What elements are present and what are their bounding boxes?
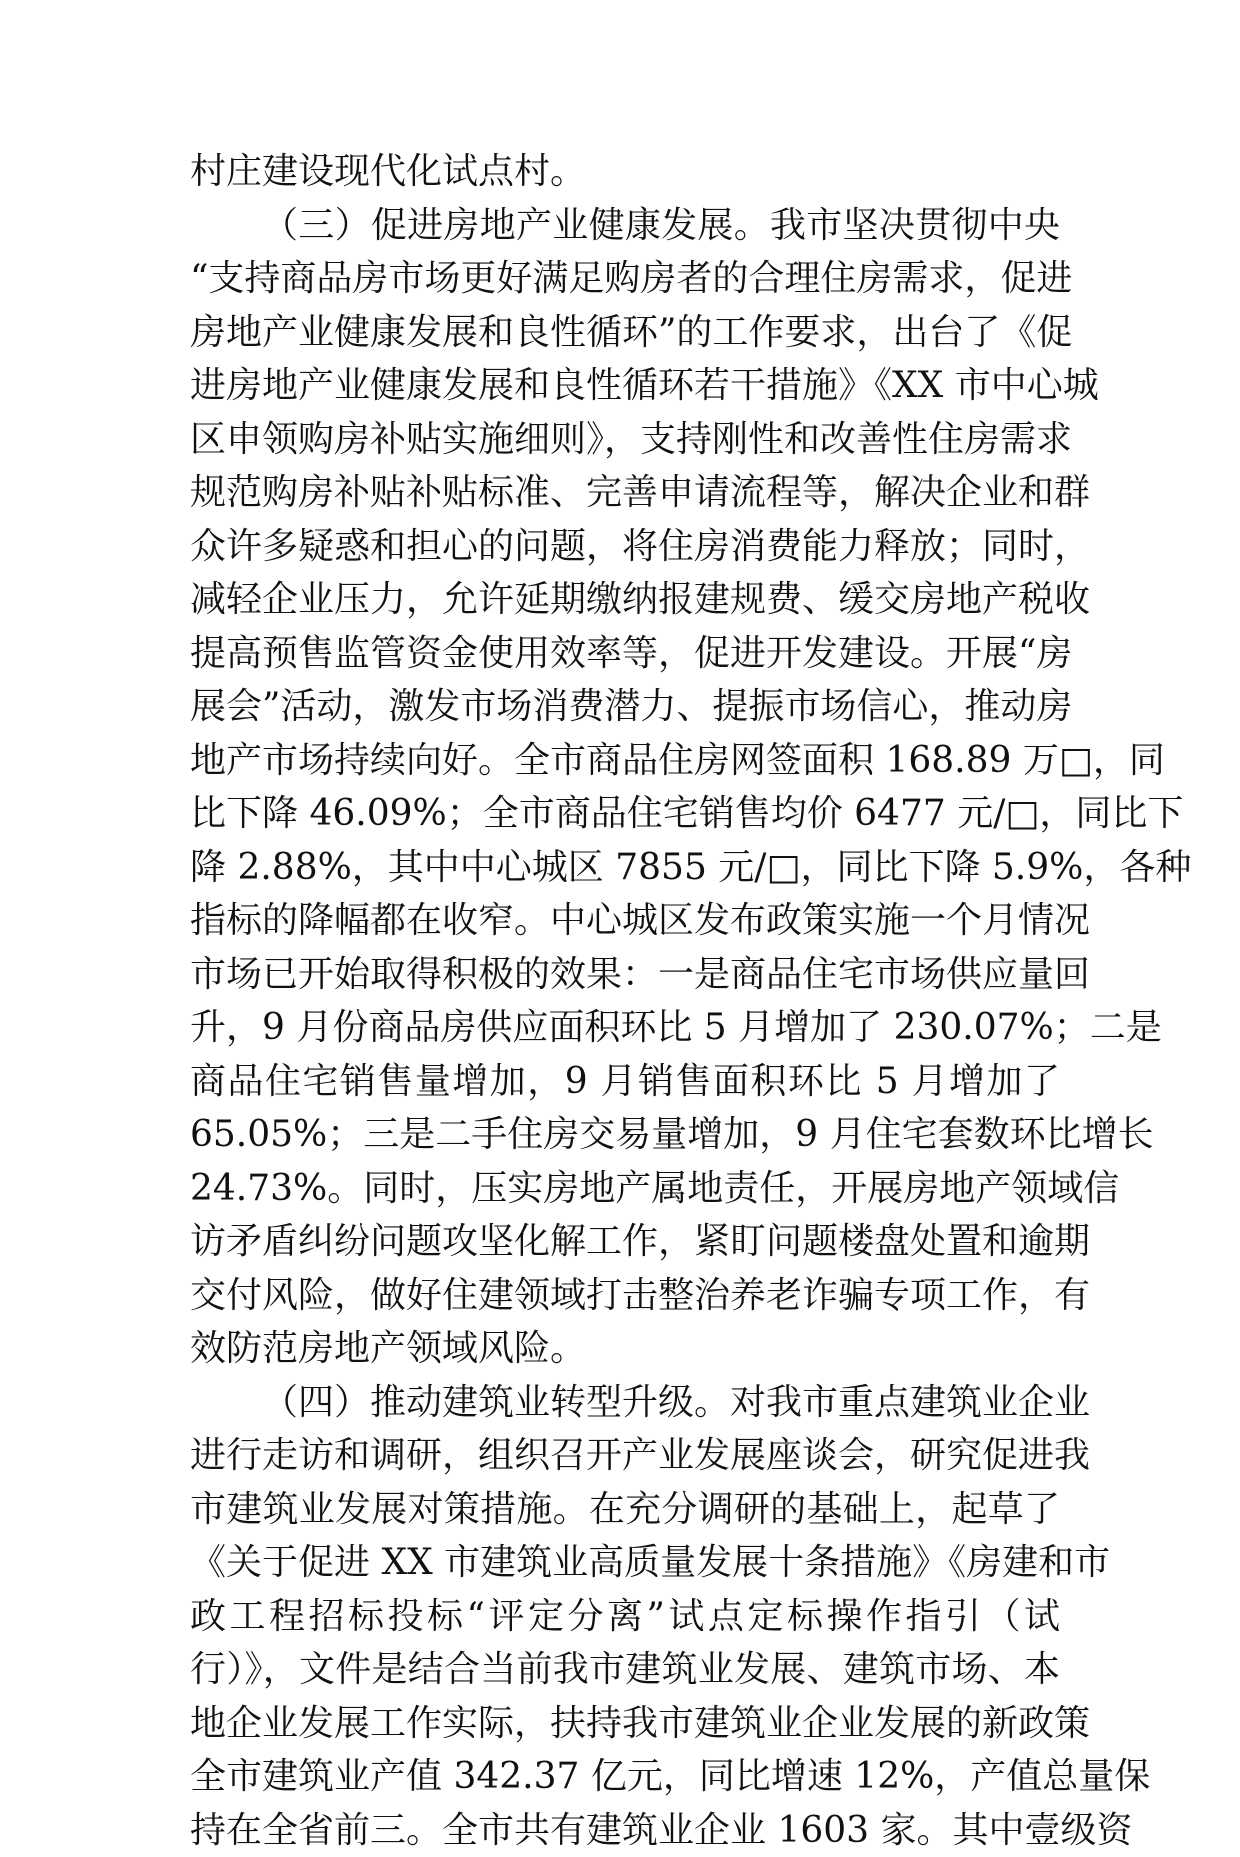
text-line: 效防范房地产领域风险。 — [190, 1322, 1060, 1376]
text-line: 市场已开始取得积极的效果：一是商品住宅市场供应量回 — [190, 948, 1060, 1002]
text-line: 进房地产业健康发展和良性循环若干措施》《XX 市中心城 — [190, 359, 1060, 413]
text-line: 访矛盾纠纷问题攻坚化解工作，紧盯问题楼盘处置和逾期 — [190, 1215, 1060, 1269]
text-line: 房地产业健康发展和良性循环”的工作要求，出台了《促 — [190, 306, 1060, 360]
text-line: 市建筑业发展对策措施。在充分调研的基础上，起草了 — [190, 1483, 1060, 1537]
text-line: 提高预售监管资金使用效率等，促进开发建设。开展“房 — [190, 627, 1060, 681]
text-line: 升，9 月份商品房供应面积环比 5 月增加了 230.07%；二是 — [190, 1001, 1060, 1055]
text-line: 65.05%；三是二手住房交易量增加，9 月住宅套数环比增长 — [190, 1108, 1060, 1162]
text-line: 指标的降幅都在收窄。中心城区发布政策实施一个月情况 — [190, 894, 1060, 948]
text-line: 交付风险，做好住建领域打击整治养老诈骗专项工作，有 — [190, 1269, 1060, 1323]
text-line: 比下降 46.09%；全市商品住宅销售均价 6477 元/□，同比下 — [190, 787, 1060, 841]
section-heading-line: （三）促进房地产业健康发展。我市坚决贯彻中央 — [190, 199, 1060, 253]
body-text — [190, 145, 1060, 1857]
text-line: 地企业发展工作实际，扶持我市建筑业企业发展的新政策 — [190, 1697, 1060, 1751]
text-line: “支持商品房市场更好满足购房者的合理住房需求，促进 — [190, 252, 1060, 306]
text-line: 全市建筑业产值 342.37 亿元，同比增速 12%，产值总量保 — [190, 1750, 1060, 1804]
text-line: 行）》，文件是结合当前我市建筑业发展、建筑市场、本 — [190, 1643, 1060, 1697]
text-line: 进行走访和调研，组织召开产业发展座谈会，研究促进我 — [190, 1429, 1060, 1483]
text-line: 展会”活动，激发市场消费潜力、提振市场信心，推动房 — [190, 680, 1060, 734]
section-heading-line: （四）推动建筑业转型升级。对我市重点建筑业企业 — [190, 1376, 1060, 1430]
text-line: 地产市场持续向好。全市商品住房网签面积 168.89 万□，同 — [190, 734, 1060, 788]
text-line: 《关于促进 XX 市建筑业高质量发展十条措施》《房建和市 — [190, 1536, 1060, 1590]
text-line: 众许多疑惑和担心的问题，将住房消费能力释放；同时， — [190, 520, 1060, 574]
text-line: 规范购房补贴补贴标准、完善申请流程等，解决企业和群 — [190, 466, 1060, 520]
text-line: 降 2.88%，其中中心城区 7855 元/□，同比下降 5.9%，各种 — [190, 841, 1060, 895]
text-line: 持在全省前三。全市共有建筑业企业 1603 家。其中壹级资 — [190, 1804, 1060, 1857]
text-line: 区申领购房补贴实施细则》，支持刚性和改善性住房需求 — [190, 413, 1060, 467]
text-line: 减轻企业压力，允许延期缴纳报建规费、缓交房地产税收 — [190, 573, 1060, 627]
text-line: 24.73%。同时，压实房地产属地责任，开展房地产领域信 — [190, 1162, 1060, 1216]
text-line: 商品住宅销售量增加，9 月销售面积环比 5 月增加了 — [190, 1055, 1060, 1109]
text-line: 村庄建设现代化试点村。 — [190, 145, 1060, 199]
text-line: 政工程招标投标“评定分离”试点定标操作指引（试 — [190, 1590, 1060, 1644]
